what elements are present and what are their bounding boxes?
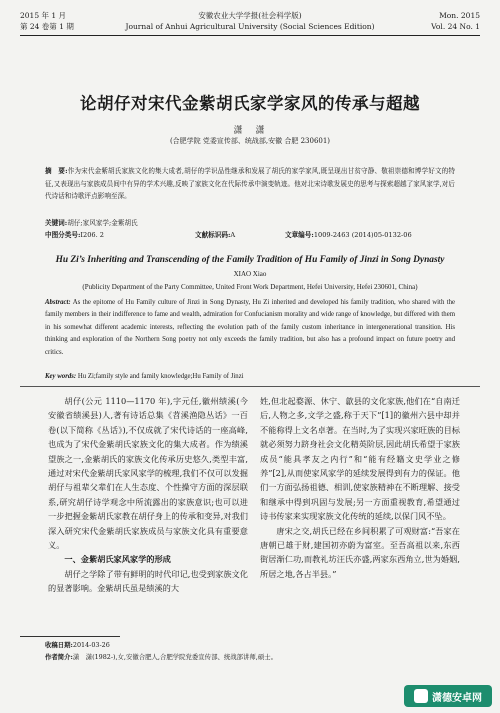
footnote-rule — [20, 636, 120, 637]
article-number — [285, 230, 412, 240]
author-bio-text: 潇 潇(1982-),女,安徽合肥人,合肥学院党委宣传部、统战部讲师,硕士。 — [72, 653, 278, 661]
abstract-zh-label: 摘 要: — [45, 167, 68, 175]
keywords-zh-label: 关键词: — [45, 219, 68, 227]
abstract-en-label: Abstract: — [45, 299, 71, 306]
affiliation-en: (Publicity Department of the Party Committee, United Front Work Department, Hefei University, Hefei 230601, China) — [82, 283, 418, 291]
journal-title-zh: 安徽农业大学学报(社会科学版) — [198, 11, 302, 20]
body-paragraph: 胡仔(公元 1110—1170 年),字元任,徽州绩溪(今安徽省绩溪县)人,著有诗话总集《苕溪渔隐丛话》一百卷(以下简称《丛话》),不仅成就了宋代诗话的一座高峰,也成为了宋代金紫胡氏家族文化的集大成者。作为绩溪望族之一,金紫胡氏的家族文化传承历史悠久,类型丰富,通过对宋代金紫胡氏家风家学的梳理,我们不仅可以发掘胡仔与祖辈父辈们在人生态度、个性操守方面的深层联系,研究胡仔诗学观念中所流露出的家族意识;也可以进一步把握金紫胡氏家教在胡仔身上的传承和变异,对我们深入研究宋代金紫胡氏家族成员与家族文化具有重要意义。 — [48, 396, 248, 551]
body-column-left — [48, 394, 248, 596]
affiliation-zh: (合肥学院 党委宣传部、统战部,安徽 合肥 230601) — [169, 137, 331, 145]
abstract-en — [45, 297, 455, 359]
issue-date: 2015 年 1 月 — [20, 11, 67, 20]
received-label: 收稿日期: — [45, 641, 73, 649]
article-number-label: 文章编号: — [285, 231, 314, 239]
abstract-en-text: As the epitome of Hu Family culture of Jinzi in Song Dynasty, Hu Zi inherited and developed his family tradition, who shared with the family members in their indifference to fame and wealth, admiration for Confucianism morality and wide range of knowledge, but differed with them in his somewhat different academic interests, reflecting the evolution path of the family custom inheritance in intergenerational transition. His thinking and exploration of the Northern Song poetry not only exceeds the family tradition, but also has a profound impact on future poetry and critics. — [45, 299, 456, 356]
author-en: XIAO Xiao — [233, 270, 267, 278]
body-paragraph: 胡仔之学除了带有鲜明的时代印记,也受到家族文化的显著影响。金紫胡氏虽是绩溪的大 — [48, 568, 248, 594]
site-watermark — [404, 685, 492, 707]
issue-date-en: Mon. 2015 — [439, 11, 480, 20]
body-paragraph: 姓,但北起婺源、休宁、歙县的文化家族,他们在“自南迁后,人物之多,文学之盛,称于天下”[1]的徽州六县中却并不能称得上文名卓著。在当时,为了实现兴家旺族的目标就必须努力跻身社会文化精英阶层,因此胡氏希望于家族成员“能具孝友之内行”和“能有经籍文史学业之修养”[2],从而使家风家学的延续发展得到有力的保证。他们一方面弘扬祖德、相训,使家族精神在不断理解、接受和继承中得到巩固与发展;另一方面重视教育,希望通过诗书传家来实现家族文化传统的延续,以保门风不坠。 — [260, 396, 460, 522]
body-column-right — [260, 394, 460, 581]
author-zh: 潇 潇 — [233, 126, 267, 136]
keywords-zh-text: 胡仔;家风家学;金紫胡氏 — [67, 219, 138, 227]
doc-code-label: 文献标识码: — [195, 231, 231, 239]
section-heading: 一、金紫胡氏家风家学的形成 — [64, 554, 171, 565]
article-title-en: Hu Zi’s Inheriting and Transcending of the Family Tradition of Hu Family of Jinzi in Song Dynasty — [55, 255, 445, 265]
logo-icon — [414, 689, 428, 703]
keywords-en — [45, 373, 455, 380]
abstract-zh — [45, 165, 455, 203]
document-code — [195, 230, 235, 240]
keywords-en-text: Hu Zi;family style and family knowledge;Hu Family of Jinzi — [77, 373, 244, 380]
header-rule — [20, 35, 480, 36]
journal-title-en: Journal of Anhui Agricultural University (Social Sciences Edition) — [125, 22, 375, 31]
clc-number — [45, 230, 104, 240]
clc-label: 中图分类号: — [45, 231, 81, 239]
article-number-value: 1009-2463 (2014)05-0132-06 — [313, 231, 412, 239]
doc-code-value: A — [230, 231, 236, 239]
article-title-zh: 论胡仔对宋代金紫胡氏家学家风的传承与超越 — [80, 94, 420, 113]
volume-issue: 第 24 卷第 1 期 — [20, 22, 74, 31]
header-center — [110, 10, 390, 32]
keywords-en-label: Key words: — [45, 373, 77, 380]
author-bio-label: 作者简介: — [45, 653, 73, 661]
abstract-rule — [20, 386, 480, 387]
received-value: 2014-03-26 — [72, 641, 110, 649]
header-left — [20, 10, 110, 32]
volume-issue-en: Vol. 24 No. 1 — [431, 22, 480, 31]
body-paragraph: 唐宋之交,胡氏已经在乡间积累了可观财富:“吾家在唐朝已雄于财,建国初亦蔚为富室。至吾高祖以来,东西街居渐仁功,而教礼坊汪氏亦盛,两家东西角立,世为婚姻,所居之地,各占半县。” — [260, 525, 460, 579]
watermark-text: 潇德安卓网 — [432, 692, 482, 704]
author-bio — [45, 652, 480, 662]
abstract-zh-text: 作为宋代金紫胡氏家族文化的集大成者,胡仔的学识品性继承和发展了胡氏的家学家风,既呈现出甘贫守静、敬祖崇德和博学好文的特征,又表现出与家族成员间中有异的学术兴趣,反映了家族文化在代际传承中演变轨迹。他对北宋诗歌发展史的思考与探索超越了家风家学,对后代诗话和诗歌评点影响至深。 — [45, 167, 455, 201]
received-date — [45, 640, 480, 650]
keywords-zh — [45, 218, 455, 228]
header-right — [390, 10, 480, 32]
clc-value: I206. 2 — [80, 231, 104, 239]
